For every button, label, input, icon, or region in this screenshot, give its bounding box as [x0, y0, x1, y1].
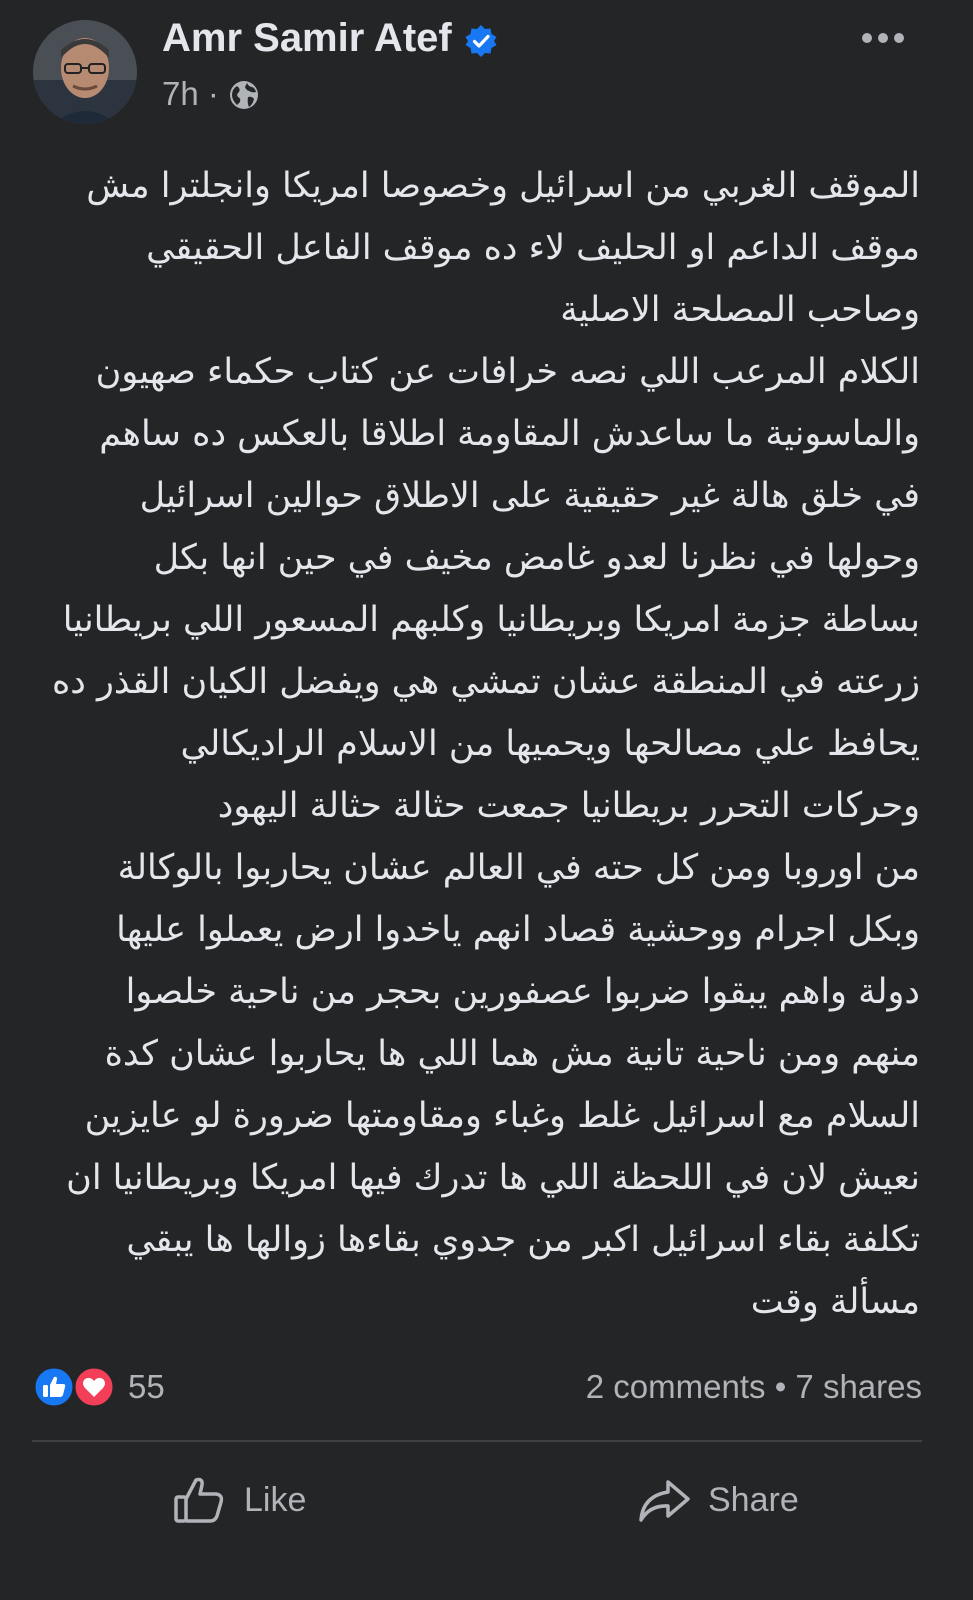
post-text-line: وحولها في نظرنا لعدو غامض مخيف في حين انها بكل	[153, 538, 920, 578]
post-text-line: مسألة وقت	[750, 1282, 920, 1322]
post-text-line: الكلام المرعب اللي نصه خرافات عن كتاب حكماء صهيون	[95, 352, 920, 392]
post-text-line: الموقف الغربي من اسرائيل وخصوصا امريكا وانجلترا مش	[86, 166, 920, 206]
like-button-label: Like	[244, 1480, 307, 1519]
post-meta	[162, 75, 219, 113]
avatar[interactable]	[33, 20, 137, 124]
post-text-line: يحافظ علي مصالحها ويحميها من الاسلام الراديكالي	[180, 724, 920, 764]
shares-count[interactable]: 7 shares	[795, 1368, 922, 1405]
avatar-photo	[33, 20, 137, 124]
like-reaction-icon[interactable]	[32, 1365, 76, 1409]
post-text-line: بساطة جزمة امريكا وبريطانيا وكلبهم المسعور اللي بريطانيا	[62, 600, 920, 640]
post-header	[0, 0, 973, 140]
post-text-line: موقف الداعم او الحليف لاء ده موقف الفاعل الحقيقي	[146, 228, 920, 268]
post-text-line: وحركات التحرر بريطانيا جمعت حثالة حثالة اليهود	[217, 786, 920, 826]
post-text-line: زرعته في المنطقة عشان تمشي هي ويفضل الكيان القذر ده	[51, 662, 920, 702]
divider	[32, 1440, 922, 1442]
thumbs-up-icon	[172, 1472, 228, 1528]
post-text-line: منهم ومن ناحية تانية مش هما اللي ها يحاربوا عشان كدة	[104, 1034, 920, 1074]
engagement-stats	[586, 1368, 922, 1406]
reactions-bar	[32, 1360, 922, 1420]
post-time[interactable]: 7h	[162, 75, 199, 112]
share-button[interactable]	[636, 1468, 799, 1532]
like-button[interactable]	[172, 1468, 306, 1532]
engagement-separator: •	[774, 1368, 787, 1405]
meta-separator: ·	[207, 75, 219, 112]
share-button-label: Share	[708, 1480, 799, 1519]
post-text-line: وبكل اجرام ووحشية قصاد انهم ياخدوا ارض يعملوا عليها	[116, 910, 920, 950]
post-text-line: السلام مع اسرائيل غلط وغباء ومقاومتها ضرورة لو عايزين	[84, 1096, 920, 1136]
post-text-line: وصاحب المصلحة الاصلية	[560, 290, 920, 330]
globe-icon	[228, 79, 260, 111]
post-text-line: من اوروبا ومن كل حته في العالم عشان يحاربوا بالوكالة	[117, 848, 920, 888]
post-text	[40, 155, 920, 1333]
share-arrow-icon	[636, 1472, 692, 1528]
reaction-count[interactable]: 55	[128, 1368, 165, 1405]
post-text-line: تكلفة بقاء اسرائيل اكبر من جدوي بقاءها زوالها ها يبقي	[126, 1220, 920, 1260]
post-text-line: في خلق هالة غير حقيقية على الاطلاق حوالين اسرائيل	[139, 476, 920, 516]
post-text-line: والماسونية ما ساعدش المقاومة اطلاقا بالعكس ده ساهم	[99, 414, 920, 454]
post-text-line: نعيش لان في اللحظة اللي ها تدرك فيها امريكا وبريطانيا ان	[66, 1158, 920, 1198]
verified-badge-icon	[464, 24, 498, 58]
more-options-icon[interactable]	[858, 20, 908, 60]
love-reaction-icon[interactable]	[72, 1365, 116, 1409]
post-text-line: دولة واهم يبقوا ضربوا عصفورين بحجر من ناحية خلصوا	[125, 972, 920, 1012]
author-name[interactable]: Amr Samir Atef	[162, 16, 452, 60]
comments-count[interactable]: 2 comments	[585, 1368, 766, 1405]
